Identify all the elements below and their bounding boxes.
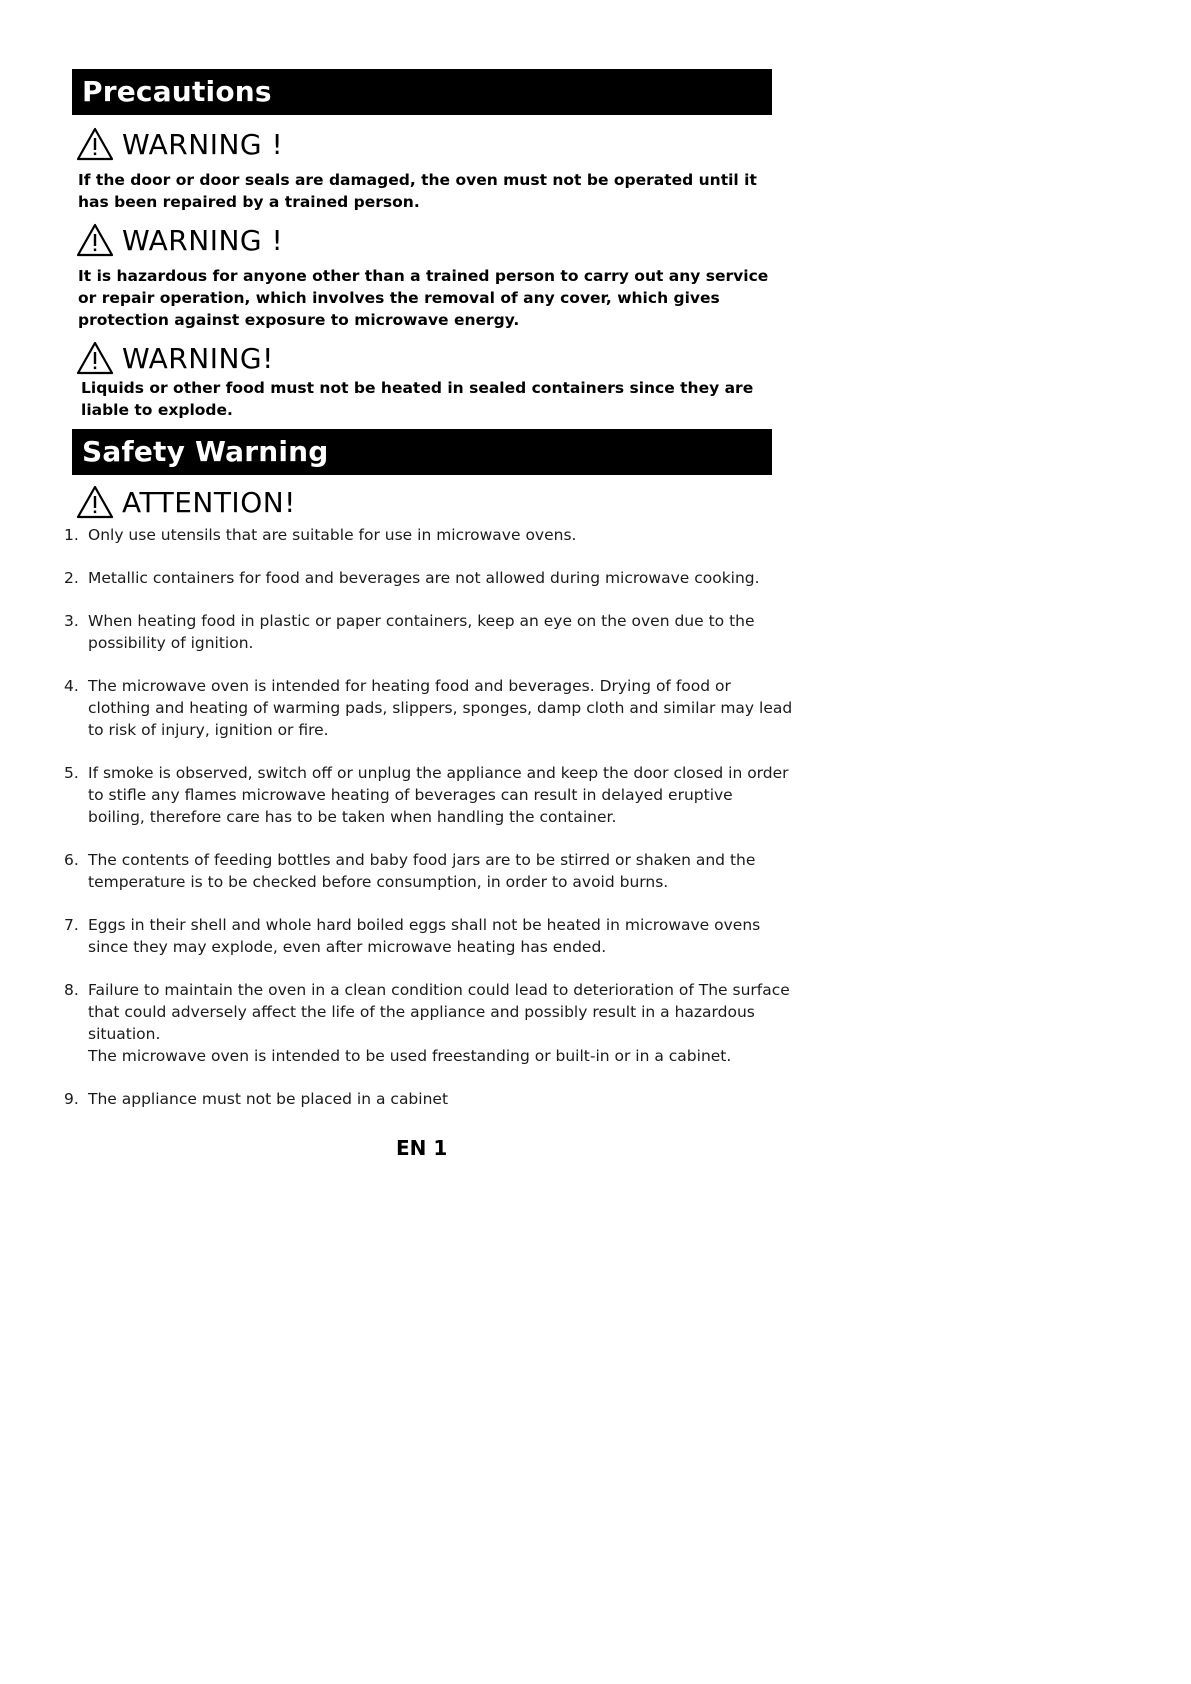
list-item-number: 8. [64,981,79,999]
list-item [64,762,794,828]
section-header-safety-warning: Safety Warning [72,429,772,475]
list-item-text: When heating food in plastic or paper containers, keep an eye on the oven due to the possibility of ignition. [88,612,755,652]
list-item-number: 7. [64,916,79,934]
warning-heading-1 [76,124,283,164]
list-item-text: If smoke is observed, switch off or unplug the appliance and keep the door closed in order to stifle any flames microwave heating of beverages can result in delayed eruptive boiling, therefore care has to be taken when handling the container. [88,764,789,826]
list-item-text: The microwave oven is intended for heating food and beverages. Drying of food or clothing and heating of warming pads, slippers, sponges, damp cloth and similar may lead to risk of injury, ignition or fire. [88,677,793,739]
list-item-text: The contents of feeding bottles and baby food jars are to be stirred or shaken and the temperature is to be checked before consumption, in order to avoid burns. [88,851,756,891]
list-item [64,610,794,654]
warning-text-1: If the door or door seals are damaged, the oven must not be operated until it has been repaired by a trained person. [78,171,757,211]
warning-heading-text: WARNING ! [122,127,284,161]
warning-triangle-icon [76,223,114,257]
attention-heading-text: ATTENTION! [122,485,296,519]
warning-text-2: It is hazardous for anyone other than a trained person to carry out any service or repair operation, which involves the removal of any cover, which gives protection against exposure to microwave energy. [78,267,769,329]
warning-triangle-icon [76,127,114,161]
list-item-number: 3. [64,612,79,630]
warning-triangle-icon [76,341,114,375]
warning-heading-2 [76,220,283,260]
list-item-text: Metallic containers for food and beverages are not allowed during microwave cooking. [88,569,760,587]
list-item [64,914,794,958]
warning-heading-text: WARNING ! [122,223,284,257]
page-number: EN 1 [396,1136,448,1160]
list-item [64,675,794,741]
section-header-precautions: Precautions [72,69,772,115]
list-item [64,524,794,546]
list-item-number: 6. [64,851,79,869]
list-item [64,979,794,1067]
warning-triangle-icon [76,485,114,519]
list-item-number: 1. [64,526,79,544]
warning-heading-3 [76,338,274,378]
list-item [64,567,794,589]
list-item-text: Only use utensils that are suitable for use in microwave ovens. [88,526,577,544]
list-item [64,849,794,893]
list-item-text: Failure to maintain the oven in a clean condition could lead to deterioration of The surface that could adversely affect the life of the appliance and possibly result in a hazardous situation. [88,981,790,1043]
attention-heading [76,482,296,522]
list-item-number: 9. [64,1090,79,1108]
list-item-number: 5. [64,764,79,782]
warning-text-3: Liquids or other food must not be heated in sealed containers since they are liable to explode. [81,379,754,419]
list-item-number: 2. [64,569,79,587]
list-item-number: 4. [64,677,79,695]
warning-heading-text: WARNING! [122,341,274,375]
list-item-text: The appliance must not be placed in a cabinet [88,1090,449,1108]
attention-list [64,524,794,1131]
list-item [64,1088,794,1110]
list-item-extra-text: The microwave oven is intended to be used freestanding or built-in or in a cabinet. [88,1047,732,1065]
list-item-text: Eggs in their shell and whole hard boiled eggs shall not be heated in microwave ovens since they may explode, even after microwave heating has ended. [88,916,761,956]
